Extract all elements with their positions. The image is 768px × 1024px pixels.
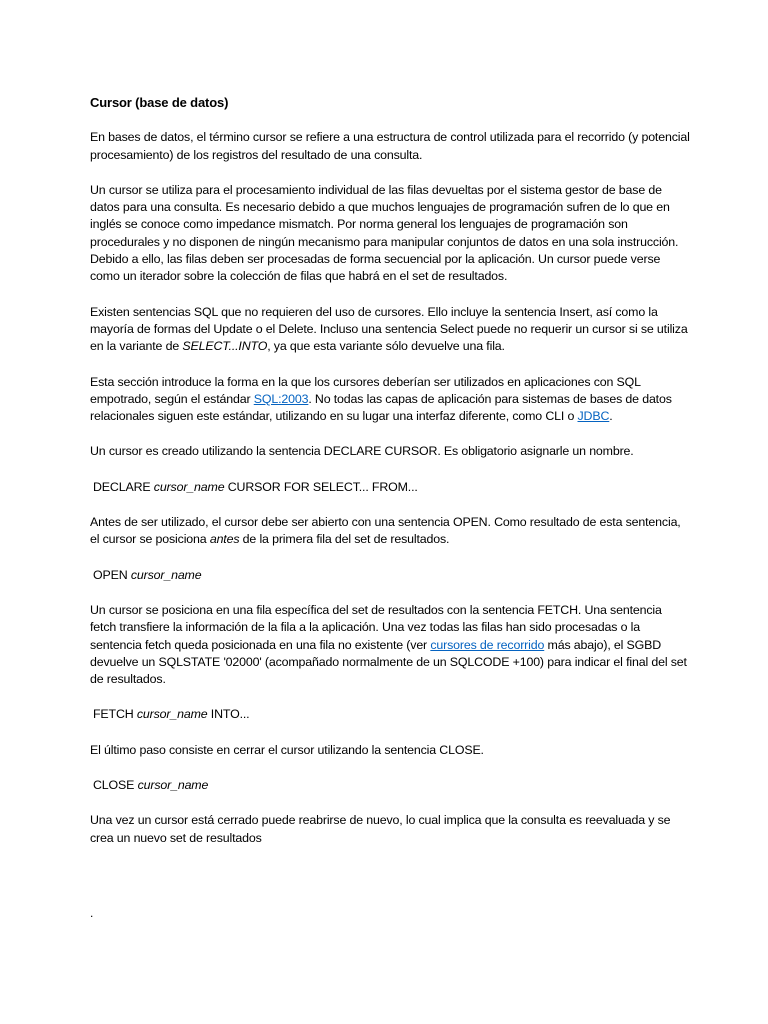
text-segment: . No todas las capas de aplicación para sistemas de bases de datos relacionales siguen este estándar, utilizando en su lugar una interfaz diferente, como CLI o — [90, 391, 672, 424]
text-segment: más abajo), el SGBD devuelve un SQLSTATE '02000' (acompañado normalmente de un SQLCODE +100) para indicar el final del set de resultados. — [90, 637, 687, 687]
paragraph-fetch — [90, 602, 690, 688]
link-jdbc[interactable]: JDBC — [577, 409, 610, 424]
paragraph-close: El último paso consiste en cerrar el cursor utilizando la sentencia CLOSE. — [90, 742, 484, 757]
code-fetch — [93, 706, 690, 723]
trailing-dot: . — [90, 906, 94, 920]
link-cursores-de-recorrido[interactable]: cursores de recorrido — [430, 637, 545, 652]
code-variable: cursor_name — [136, 707, 208, 722]
text-segment: Existen sentencias SQL que no requieren del uso de cursores. Ello incluye la sentencia Insert, así como la mayoría de formas del Update o el Delete. Incluso una sentencia Select puede no requerir un cursor si se utiliza en la variante de — [90, 304, 688, 354]
paragraph-sql-statements — [90, 304, 690, 356]
code-variable: cursor_name — [137, 778, 209, 793]
code-keyword: CLOSE — [93, 778, 138, 793]
paragraph-reopen: Una vez un cursor está cerrado puede reabrirse de nuevo, lo cual implica que la consulta es reevaluada y se crea un nuevo set de resultados — [90, 813, 671, 845]
document-title: Cursor (base de datos) — [90, 95, 229, 110]
code-declare — [93, 479, 690, 496]
code-open — [93, 567, 690, 584]
text-segment: de la primera fila del set de resultados. — [239, 532, 450, 547]
code-variable: cursor_name — [130, 567, 202, 582]
code-keyword: OPEN — [93, 567, 131, 582]
document-page — [90, 94, 690, 865]
code-keyword: INTO... — [207, 707, 250, 722]
code-keyword: DECLARE — [93, 479, 154, 494]
text-segment: Esta sección introduce la forma en la que los cursores deberían ser utilizados en aplicaciones con SQL empotrado, según el estándar — [90, 374, 641, 406]
paragraph-embedded-sql — [90, 374, 690, 426]
italic-antes: antes — [209, 532, 240, 547]
text-segment: , ya que esta variante sólo devuelve una fila. — [267, 339, 505, 354]
paragraph-open-cursor — [90, 514, 690, 549]
code-keyword: FETCH — [93, 707, 137, 722]
code-close — [93, 777, 690, 794]
paragraph-intro: En bases de datos, el término cursor se refiere a una estructura de control utilizada para el recorrido (y potencial procesamiento) de los registros del resultado de una consulta. — [90, 130, 690, 162]
code-keyword: CURSOR FOR SELECT... FROM... — [224, 479, 418, 494]
paragraph-declare-cursor: Un cursor es creado utilizando la sentencia DECLARE CURSOR. Es obligatorio asignarle un nombre. — [90, 444, 634, 459]
paragraph-cursor-usage: Un cursor se utiliza para el procesamiento individual de las filas devueltas por el sistema gestor de base de datos para una consulta. Es necesario debido a que muchos lenguajes de programación sufren de lo que en inglés se conoce como impedance mismatch. Por norma general los lenguajes de programación son procedurales y no disponen de ningún mecanismo para manipular conjuntos de datos en una sola instrucción. Debido a ello, las filas deben ser procesadas de forma secuencial por la aplicación. Un cursor puede verse como un iterador sobre la colección de filas que habrá en el set de resultados. — [90, 182, 679, 284]
text-segment: . — [609, 409, 613, 424]
text-segment: Un cursor se posiciona en una fila específica del set de resultados con la sentencia FETCH. Una sentencia fetch transfiere la información de la fila a la aplicación. Una vez todas las filas han sido procesadas o la sentencia fetch queda posicionada en una fila no existente (ver — [90, 602, 662, 652]
text-segment: Antes de ser utilizado, el cursor debe ser abierto con una sentencia OPEN. Como resultado de esta sentencia, el cursor se posiciona — [90, 515, 681, 547]
code-variable: cursor_name — [153, 479, 225, 494]
italic-select-into: SELECT...INTO — [182, 339, 268, 354]
link-sql-2003[interactable]: SQL:2003 — [253, 391, 309, 406]
